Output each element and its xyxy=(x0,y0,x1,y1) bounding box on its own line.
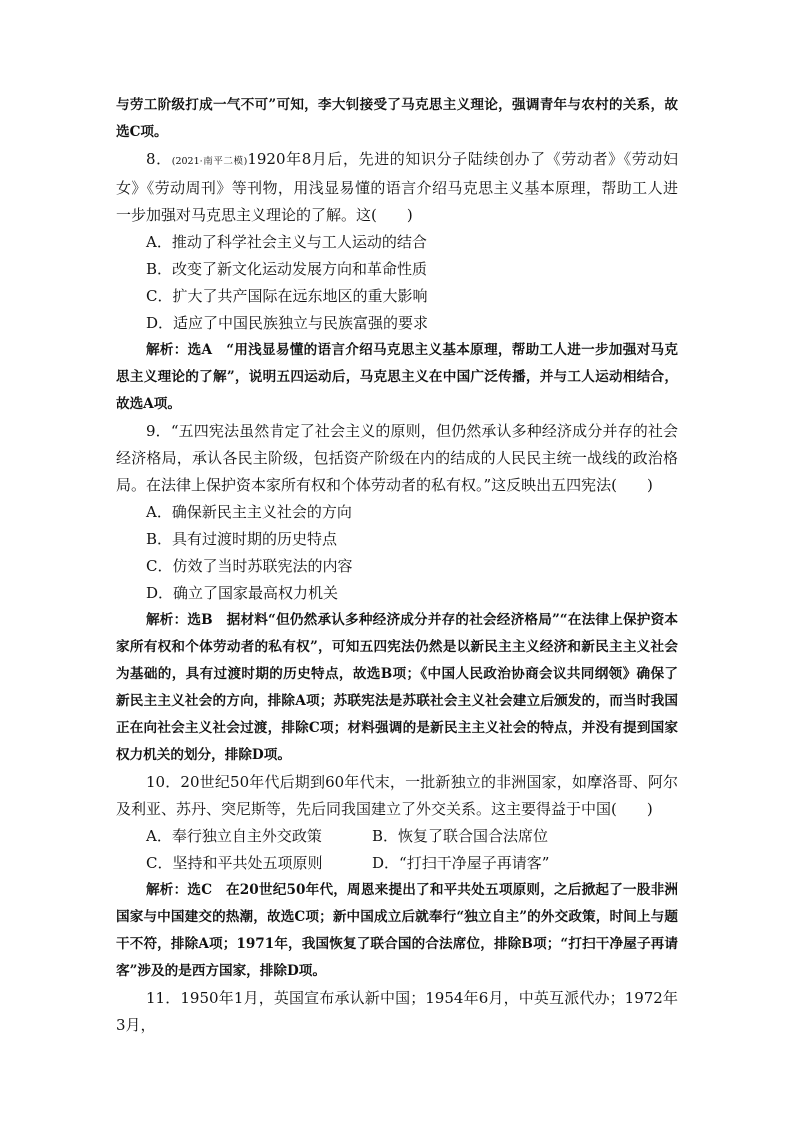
text-content: 11．1950年1月，英国宣布承认新中国；1954年6月，中英互派代办；1972年3月， xyxy=(116,989,678,1034)
option-text xyxy=(116,310,678,337)
text-content: C．仿效了当时苏联宪法的内容 xyxy=(146,557,353,575)
option-text: A．奉行独立自主外交政策 xyxy=(146,827,322,845)
text-content: 解析：选A “用浅显易懂的语言介绍马克思主义基本原理，帮助工人进一步加强对马克思主义理论的了解”，说明五四运动后，马克思主义在中国广泛传播，并与工人运动相结合，故选A项。 xyxy=(116,342,678,412)
text-content: 10．20世纪50年代后期到60年代末，一批新独立的非洲国家，如摩洛哥、阿尔及利亚、苏丹、突尼斯等，先后同我国建立了外交关系。这主要得益于中国( ) xyxy=(116,773,678,818)
question-number: 8． xyxy=(146,150,172,168)
text-content: B．改变了新文化运动发展方向和革命性质 xyxy=(146,260,428,278)
option-text: B．恢复了联合国合法席位 xyxy=(372,827,549,845)
question-text xyxy=(116,769,678,823)
explanation-text xyxy=(116,337,678,418)
text-content: 9．“五四宪法虽然肯定了社会主义的原则，但仍然承认多种经济成分并存的社会经济格局，承认各民主阶级，包括资产阶级在内的结成的人民民主统一战线的政治格局。在法律上保护资本家所有权和个体劳动者的私有权。”这反映出五四宪法( ) xyxy=(116,422,678,494)
option-text xyxy=(116,256,678,283)
option-text xyxy=(116,526,678,553)
text-content: D．适应了中国民族独立与民族富强的要求 xyxy=(146,314,429,332)
text-content: D．确立了国家最高权力机关 xyxy=(146,584,339,602)
text-content: B．具有过渡时期的历史特点 xyxy=(146,530,338,548)
explanation-text xyxy=(116,92,678,146)
page-content xyxy=(116,92,678,1039)
question-text xyxy=(116,418,678,499)
option-text xyxy=(116,283,678,310)
text-content: A．推动了科学社会主义与工人运动的结合 xyxy=(146,233,427,251)
explanation-text xyxy=(116,877,678,985)
option-text xyxy=(116,229,678,256)
option-text: D．“打扫干净屋子再请客” xyxy=(372,854,550,872)
option-row xyxy=(116,823,678,850)
question-text xyxy=(116,146,678,229)
question-text xyxy=(116,985,678,1039)
text-content: 解析：选C 在20世纪50年代，周恩来提出了和平共处五项原则，之后掀起了一股非洲国家与中国建交的热潮，故选C项；新中国成立后就奉行“独立自主”的外交政策，时间上与题干不符，排除A项；1971年，我国恢复了联合国的合法席位，排除B项；“打扫干净屋子再请客”涉及的是西方国家，排除D项。 xyxy=(116,882,678,979)
text-content: 解析：选B 据材料“但仍然承认多种经济成分并存的社会经济格局”“在法律上保护资本家所有权和个体劳动者的私有权”，可知五四宪法仍然是以新民主主义经济和新民主主义社会为基础的，具有过渡时期的历史特点，故选B项；《中国人民政治协商会议共同纲领》确保了新民主主义社会的方向，排除A项；苏联宪法是苏联社会主义社会建立后颁发的，而当时我国正在向社会主义社会过渡，排除C项；材料强调的是新民主主义社会的特点，并没有提到国家权力机关的划分，排除D项。 xyxy=(116,612,678,763)
option-text xyxy=(116,553,678,580)
option-text: C．坚持和平共处五项原则 xyxy=(146,854,323,872)
source-tag: (2021·南平二模) xyxy=(171,156,248,167)
text-content: 与劳工阶级打成一气不可”可知，李大钊接受了马克思主义理论，强调青年与农村的关系，故选C项。 xyxy=(116,97,678,140)
option-text xyxy=(116,499,678,526)
option-row xyxy=(116,850,678,877)
text-content: A．确保新民主主义社会的方向 xyxy=(146,503,352,521)
option-text xyxy=(116,580,678,607)
text-content: C．扩大了共产国际在远东地区的重大影响 xyxy=(146,287,428,305)
explanation-text xyxy=(116,607,678,769)
text-content: 1920年8月后，先进的知识分子陆续创办了《劳动者》《劳动妇女》《劳动周刊》等刊物，用浅显易懂的语言介绍马克思主义基本原理，帮助工人进一步加强对马克思主义理论的了解。这( ) xyxy=(116,150,678,224)
